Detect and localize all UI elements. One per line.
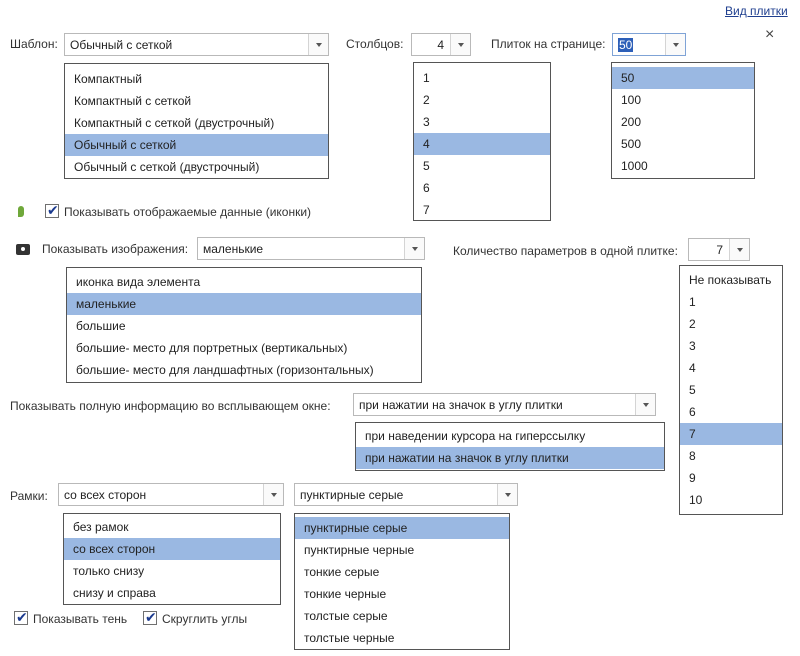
list-item[interactable]: 2 — [689, 317, 696, 331]
list-item[interactable]: маленькие — [67, 293, 421, 315]
tile-view-link[interactable]: Вид плитки — [725, 4, 788, 18]
list-item[interactable]: 6 — [423, 181, 430, 195]
frame-style-select-value: пунктирные серые — [300, 488, 404, 502]
tiles-per-page-select-value: 50 — [619, 38, 633, 52]
list-item[interactable]: 1000 — [621, 159, 648, 173]
list-item[interactable]: Компактный — [74, 72, 142, 86]
full-info-select-value: при нажатии на значок в углу плитки — [359, 398, 563, 412]
chevron-down-icon[interactable] — [263, 484, 283, 505]
list-item[interactable]: только снизу — [73, 564, 145, 578]
close-icon[interactable]: × — [765, 26, 775, 43]
template-label: Шаблон: — [10, 37, 58, 51]
frame-style-options-list[interactable] — [294, 513, 510, 650]
columns-options-list[interactable] — [413, 62, 551, 221]
checkmark-icon: ✔ — [145, 609, 157, 625]
show-images-options-list[interactable] — [66, 267, 422, 383]
list-item[interactable]: 9 — [689, 471, 696, 485]
full-info-select[interactable] — [353, 393, 656, 416]
columns-label: Столбцов: — [346, 37, 404, 51]
full-info-label: Показывать полную информацию во всплывающем окне: — [10, 399, 331, 413]
list-item[interactable]: 5 — [423, 159, 430, 173]
list-item[interactable]: Компактный с сеткой — [74, 94, 192, 108]
chevron-down-icon[interactable] — [308, 34, 328, 55]
show-shadow-label: Показывать тень — [33, 612, 128, 626]
params-count-select-value: 7 — [716, 243, 723, 257]
list-item[interactable]: пунктирные черные — [304, 543, 415, 557]
list-item[interactable]: 100 — [621, 93, 642, 107]
columns-select-value: 4 — [437, 38, 444, 52]
list-item[interactable]: 5 — [689, 383, 696, 397]
template-select[interactable] — [64, 33, 329, 56]
list-item[interactable]: 7 — [680, 423, 782, 445]
chevron-down-icon[interactable] — [635, 394, 655, 415]
list-item[interactable]: 10 — [689, 493, 703, 507]
show-images-select[interactable] — [197, 237, 425, 260]
chevron-down-icon[interactable] — [729, 239, 749, 260]
tiles-per-page-select[interactable] — [612, 33, 686, 56]
list-item[interactable]: 6 — [689, 405, 696, 419]
list-item[interactable]: 4 — [414, 133, 550, 155]
list-item[interactable]: Обычный с сеткой (двустрочный) — [74, 160, 260, 174]
list-item[interactable]: 200 — [621, 115, 642, 129]
frames-label: Рамки: — [10, 489, 48, 503]
chevron-down-icon[interactable] — [404, 238, 424, 259]
frames-select-value: со всех сторон — [64, 488, 147, 502]
checkmark-icon: ✔ — [16, 609, 28, 625]
show-images-select-value: маленькие — [203, 242, 264, 256]
list-item[interactable]: большие- место для портретных (вертикальных) — [76, 341, 348, 355]
list-item[interactable]: 1 — [423, 71, 430, 85]
list-item[interactable]: 500 — [621, 137, 642, 151]
chevron-down-icon[interactable] — [665, 34, 685, 55]
list-item[interactable]: иконка вида элемента — [76, 275, 201, 289]
round-corners-label: Скруглить углы — [162, 612, 248, 626]
chevron-down-icon[interactable] — [497, 484, 517, 505]
camera-icon — [16, 244, 30, 255]
list-item[interactable]: со всех сторон — [64, 538, 280, 560]
list-item[interactable]: 1 — [689, 295, 696, 309]
show-data-label: Показывать отображаемые данные (иконки) — [64, 205, 312, 219]
list-item[interactable]: 4 — [689, 361, 696, 375]
frames-select[interactable] — [58, 483, 284, 506]
params-count-select[interactable] — [688, 238, 750, 261]
list-item[interactable]: толстые черные — [304, 631, 395, 645]
list-item[interactable]: Компактный с сеткой (двустрочный) — [74, 116, 275, 130]
list-item[interactable]: 2 — [423, 93, 430, 107]
list-item[interactable]: 8 — [689, 449, 696, 463]
show-images-label: Показывать изображения: — [42, 242, 189, 256]
list-item[interactable]: 3 — [423, 115, 430, 129]
show-shadow-checkbox[interactable] — [14, 611, 28, 625]
list-item[interactable]: Не показывать — [689, 273, 772, 287]
template-select-value: Обычный с сеткой — [70, 38, 173, 52]
list-item[interactable]: большие- место для ландшафтных (горизонтальных) — [76, 363, 374, 377]
params-count-label: Количество параметров в одной плитке: — [453, 244, 678, 258]
list-item[interactable]: при нажатии на значок в углу плитки — [356, 447, 664, 469]
params-count-options-list[interactable] — [679, 265, 783, 515]
list-item[interactable]: при наведении курсора на гиперссылку — [365, 429, 586, 443]
frames-options-list[interactable] — [63, 513, 281, 605]
list-item[interactable]: 50 — [612, 67, 754, 89]
round-corners-checkbox[interactable] — [143, 611, 157, 625]
list-item[interactable]: без рамок — [73, 520, 129, 534]
list-item[interactable]: снизу и справа — [73, 586, 156, 600]
list-item[interactable]: 7 — [423, 203, 430, 217]
checkmark-icon: ✔ — [47, 202, 59, 218]
list-item[interactable]: тонкие серые — [304, 565, 380, 579]
tiles-per-page-options-list[interactable] — [611, 62, 755, 179]
list-item[interactable]: толстые серые — [304, 609, 388, 623]
list-item[interactable]: 3 — [689, 339, 696, 353]
show-data-checkbox[interactable] — [45, 204, 59, 218]
list-item[interactable]: большие — [76, 319, 126, 333]
list-item[interactable]: тонкие черные — [304, 587, 387, 601]
leaf-icon — [18, 206, 24, 217]
template-options-list[interactable] — [64, 63, 329, 179]
list-item[interactable]: пунктирные серые — [295, 517, 509, 539]
columns-select[interactable] — [411, 33, 471, 56]
full-info-options-list[interactable] — [355, 422, 665, 471]
chevron-down-icon[interactable] — [450, 34, 470, 55]
list-item[interactable]: Обычный с сеткой — [65, 134, 328, 156]
tiles-per-page-label: Плиток на странице: — [491, 37, 606, 51]
frame-style-select[interactable] — [294, 483, 518, 506]
